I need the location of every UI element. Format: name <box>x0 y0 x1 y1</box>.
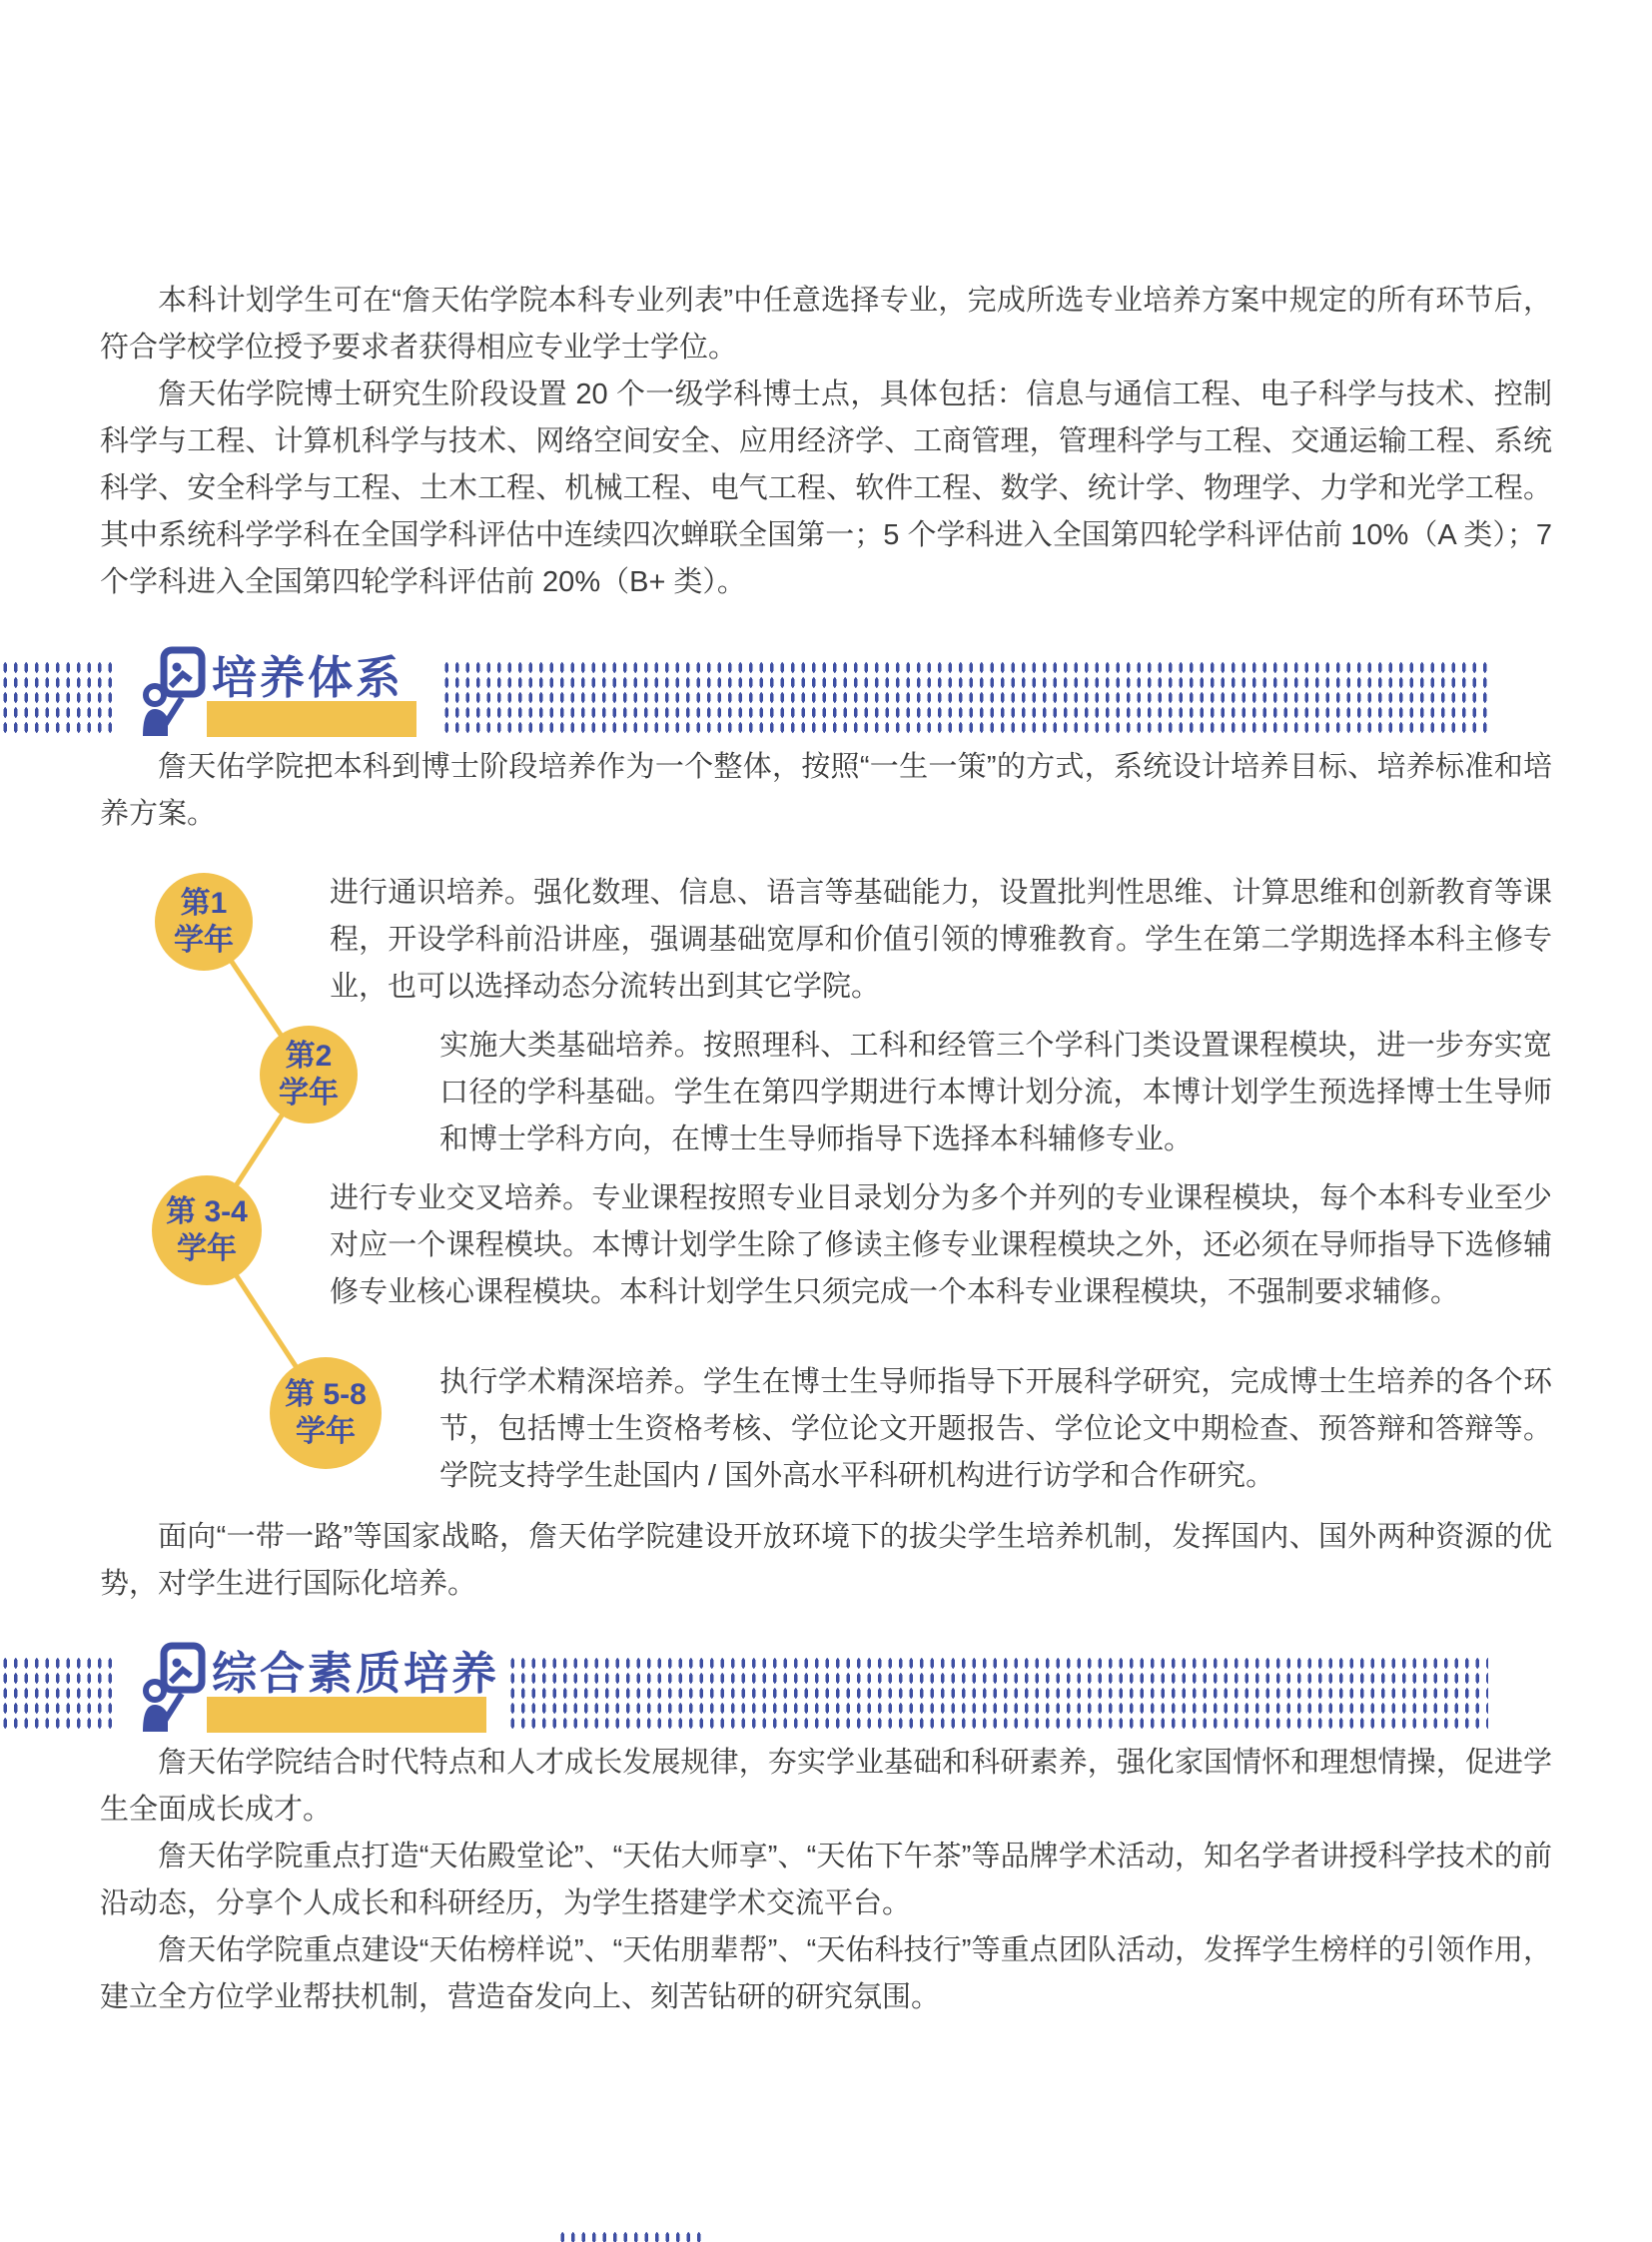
stage-label-bottom: 学年 <box>279 1077 339 1110</box>
footer-dots <box>557 2230 707 2242</box>
section-header-comprehensive-quality <box>0 1640 1652 1740</box>
training-system-closing: 面向“一带一路”等国家战略，詹天佑学院建设开放环境下的拔尖学生培养机制，发挥国内、国外两种资源的优势，对学生进行国际化培养。 <box>100 1521 1552 1600</box>
timeline-item-text: 进行通识培养。强化数理、信息、语言等基础能力，设置批判性思维、计算思维和创新教育等课程，开设学科前沿讲座，强调基础宽厚和价值引领的博雅教育。学生在第二学期选择本科主修专业，也可以选择动态分流转出到其它学院。 <box>330 877 1552 1003</box>
stage-label-top: 第1 <box>180 887 228 920</box>
dotted-pattern-left <box>0 660 118 733</box>
quality-paragraph-2: 詹天佑学院重点打造“天佑殿堂论”、“天佑大师享”、“天佑下午茶”等品牌学术活动，知名学者讲授科学技术的前沿动态，分享个人成长和科研经历，为学生搭建学术交流平台。 <box>100 1841 1552 1919</box>
stage-badge-year-5-8 <box>270 1357 382 1469</box>
title-highlight-bar <box>207 701 416 737</box>
presenter-icon <box>142 1642 206 1732</box>
timeline-item-text: 执行学术精深培养。学生在博士生导师指导下开展科学研究，完成博士生培养的各个环节，包括博士生资格考核、学位论文开题报告、学位论文中期检查、预答辩和答辩等。学院支持学生赴国内 / 国外高水平科研机构进行访学和合作研究。 <box>439 1366 1552 1492</box>
presenter-icon <box>142 646 206 736</box>
quality-paragraph-3: 詹天佑学院重点建设“天佑榜样说”、“天佑朋辈帮”、“天佑科技行”等重点团队活动，发挥学生榜样的引领作用，建立全方位学业帮扶机制，营造奋发向上、刻苦钻研的研究氛围。 <box>100 1934 1552 2013</box>
title-highlight-bar <box>207 1697 486 1733</box>
timeline-item-text: 实施大类基础培养。按照理科、工科和经管三个学科门类设置课程模块，进一步夯实宽口径的学科基础。学生在第四学期进行本博计划分流，本博计划学生预选择博士生导师和博士学科方向，在博士生导师指导下选择本科辅修专业。 <box>439 1030 1552 1155</box>
quality-paragraph-1: 詹天佑学院结合时代特点和人才成长发展规律，夯实学业基础和科研素养，强化家国情怀和理想情操，促进学生全面成长成才。 <box>100 1747 1552 1826</box>
stage-label-bottom: 学年 <box>174 924 234 957</box>
training-timeline <box>100 870 1552 1514</box>
stage-label-bottom: 学年 <box>177 1232 237 1265</box>
stage-badge-year-3-4 <box>152 1175 262 1285</box>
dotted-pattern-left <box>0 1656 118 1729</box>
content-column <box>100 278 1552 2021</box>
section-title-training-system: 培养体系 <box>212 652 405 703</box>
stage-badge-year-2 <box>260 1026 358 1123</box>
dotted-pattern-right <box>441 660 1488 733</box>
intro-paragraph-1: 本科计划学生可在“詹天佑学院本科专业列表”中任意选择专业，完成所选专业培养方案中规定的所有环节后，符合学校学位授予要求者获得相应专业学士学位。 <box>100 285 1552 364</box>
dotted-pattern-right <box>507 1656 1488 1729</box>
stage-label-top: 第 3-4 <box>166 1195 248 1228</box>
section-header-training-system <box>0 644 1652 744</box>
stage-label-top: 第 5-8 <box>285 1378 367 1411</box>
stage-badge-year-1 <box>155 873 253 971</box>
timeline-item-text: 进行专业交叉培养。专业课程按照专业目录划分为多个并列的专业课程模块，每个本科专业至少对应一个课程模块。本博计划学生除了修读主修专业课程模块之外，还必须在导师指导下选修辅修专业核心课程模块。本科计划学生只须完成一个本科专业课程模块，不强制要求辅修。 <box>330 1182 1552 1308</box>
stage-label-top: 第2 <box>285 1040 333 1073</box>
stage-label-bottom: 学年 <box>296 1415 356 1448</box>
training-system-lead: 詹天佑学院把本科到博士阶段培养作为一个整体，按照“一生一策”的方式，系统设计培养目标、培养标准和培养方案。 <box>100 751 1552 830</box>
intro-paragraph-2: 詹天佑学院博士研究生阶段设置 20 个一级学科博士点，具体包括：信息与通信工程、电子科学与技术、控制科学与工程、计算机科学与技术、网络空间安全、应用经济学、工商管理，管理科学与工程、交通运输工程、系统科学、安全科学与工程、土木工程、机械工程、电气工程、软件工程、数学、统计学、物理学、力学和光学工程。其中系统科学学科在全国学科评估中连续四次蝉联全国第一；5 个学科进入全国第四轮学科评估前 10%（A 类）；7 个学科进入全国第四轮学科评估前 20%（B+ 类）。 <box>100 378 1552 598</box>
section-title-comprehensive-quality: 综合素质培养 <box>212 1648 500 1699</box>
